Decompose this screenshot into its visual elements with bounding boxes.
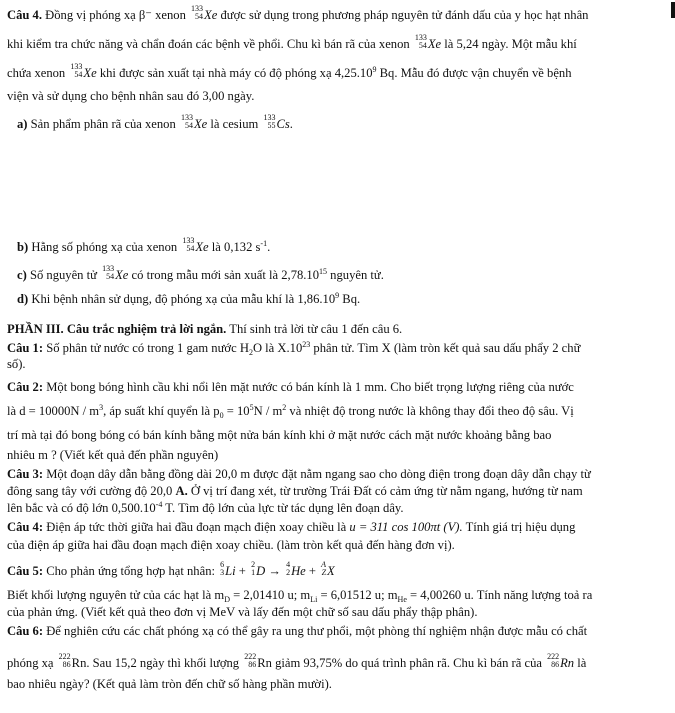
c4-line-1: Câu 4: Điện áp tức thời giữa hai đầu đoạn mạch điện xoay chiều là u = 311 cos 100πt (V). Tính giá trị hiệu dụng (7, 520, 576, 534)
c5-label: Câu 5: (7, 564, 44, 578)
isotope-d: 2 1 (251, 560, 256, 578)
q4-line-2: khi kiểm tra chức năng và chẩn đoán các bệnh về phổi. Chu kì bán rã của xenon 133 54 Xe là 5,24 ngày. Một mẫu khí (7, 33, 577, 51)
isotope-xe: 133 54 (70, 62, 83, 80)
c3-line-1: Câu 3: Một đoạn dây dẫn bằng đồng dài 20,0 m được đặt nằm ngang sao cho dòng điện trong đoạn dây dẫn chạy từ (7, 467, 591, 481)
q4-statement-a: a) Sản phẩm phân rã của xenon 133 54 Xe là cesium 133 55 Cs. (17, 113, 293, 131)
c1-line-1: Câu 1: Số phân tử nước có trong 1 gam nước $H_2O$ là $X.10^{23}$ phân tử. Tìm X (làm tròn kết quả sau dấu phẩy 2 chữ (7, 340, 581, 357)
isotope-cs: 133 55 (263, 113, 276, 131)
c3-label: Câu 3: (7, 467, 44, 481)
q4-statement-d: d) Khi bệnh nhân sử dụng, độ phóng xạ của mẫu khí là 1,86.10$^9$ Bq. (17, 291, 361, 306)
c6-line-1: Câu 6: Để nghiên cứu các chất phóng xạ có thể gây ra ung thư phổi, một phòng thí nghiệm nhận được mẫu có chất (7, 624, 588, 638)
isotope-rn: 222 86 (244, 652, 257, 670)
c3-line-3: lên bắc và có độ lớn $0,500.10^{-4}$ T. Tìm độ lớn của lực từ tác dụng lên đoạn dây. (7, 500, 404, 515)
q4-line-1: Câu 4. Đồng vị phóng xạ β⁻ xenon 133 54 Xe được sử dụng trong phương pháp nguyên tử đánh dấu của y học hạt nhân (7, 4, 589, 22)
isotope-li: 6 3 (220, 560, 225, 578)
isotope-xe: 133 54 (102, 264, 115, 282)
c5-line-2: Biết khối lượng nguyên tử của các hạt là $m_D = 2,01410$ u; $m_{Li} = 6,01512$ u; $m_{He} = 4,00260$ u. Tính năng lượng toả ra (7, 588, 593, 604)
isotope-xe: 133 54 (180, 113, 193, 131)
q4-title: Câu 4. (7, 8, 42, 22)
isotope-xe: 133 54 (414, 33, 427, 51)
c3-line-2: đông sang tây với cường độ 20,0 A. Ở vị trí đang xét, từ trường Trái Đất có cảm ứng từ nằm ngang, hướng từ nam (7, 484, 583, 498)
isotope-rn: 222 86 (58, 652, 71, 670)
c4-line-2: của điện áp giữa hai đầu đoạn mạch điện xoay chiều. (làm tròn kết quả đến hàng đơn vị). (7, 538, 455, 552)
c2-line-1: Câu 2: Một bong bóng hình cầu khi nổi lên mặt nước có bán kính là 1 mm. Cho biết trọng lượng riêng của nước (7, 380, 574, 394)
c1-label: Câu 1: (7, 341, 44, 355)
c5-line-3: của phản ứng. (Viết kết quả theo đơn vị MeV và lấy đến một chữ số sau dấu phẩy thập phân). (7, 605, 478, 619)
q4-statement-b: b) Hằng số phóng xạ của xenon 133 54 Xe là 0,132 $s^{-1}$. (17, 236, 271, 254)
isotope-xe: 133 54 (182, 236, 195, 254)
part3-heading: PHẦN III. Câu trắc nghiệm trả lời ngắn. Thí sinh trả lời từ câu 1 đến câu 6. (7, 322, 403, 336)
c1-line-2: số). (7, 357, 26, 371)
c6-line-3: bao nhiêu ngày? (Kết quả làm tròn đến chữ số hàng phần mười). (7, 677, 332, 691)
c6-line-2: phóng xạ 222 86 Rn. Sau 15,2 ngày thì khối lượng 222 86 Rn giảm 93,75% do quá trình phân rã. Chu kì bán rã của 222 86 Rn là (7, 652, 587, 670)
isotope-xe: 133 54 (191, 4, 204, 22)
q4-line-3: chứa xenon 133 54 Xe khi được sản xuất tại nhà máy có độ phóng xạ 4,25.10$^9$ Bq. Mẫu đó được vận chuyển về bệnh (7, 62, 572, 80)
c6-label: Câu 6: (7, 624, 44, 638)
q4-line-4: viện và sử dụng cho bệnh nhân sau đó 3,00 ngày. (7, 89, 255, 103)
c2-line-4: nhiêu m ? (Viết kết quả đến phần nguyên) (7, 448, 219, 462)
isotope-he: 4 2 (286, 560, 291, 578)
c4-formula: u = 311 cos 100πt (349, 520, 441, 534)
isotope-x: A Z (321, 560, 327, 578)
page-edge-mark (671, 2, 675, 18)
c4-label: Câu 4: (7, 520, 44, 534)
c2-label: Câu 2: (7, 380, 44, 394)
isotope-rn: 222 86 (547, 652, 560, 670)
c5-line-1: Câu 5: Cho phản ứng tổng hợp hạt nhân: 6 3 Li + 2 1 D → 4 2 He + A Z X (7, 560, 335, 578)
q4-statement-c: c) Số nguyên tử 133 54 Xe có trong mẫu mới sản xuất là 2,78.10$^{15}$ nguyên tử. (17, 264, 384, 282)
c2-line-2: là $d = 10000N / m^3$, áp suất khí quyển là $p_0 = 10^5N / m^2$ và nhiệt độ trong nước là không thay đổi theo độ sâu. Vị (7, 403, 574, 420)
c2-line-3: trí mà tại đó bong bóng có bán kính bằng một nửa bán kính khi ở mặt nước cách mặt nước khoảng bằng bao (7, 428, 552, 442)
